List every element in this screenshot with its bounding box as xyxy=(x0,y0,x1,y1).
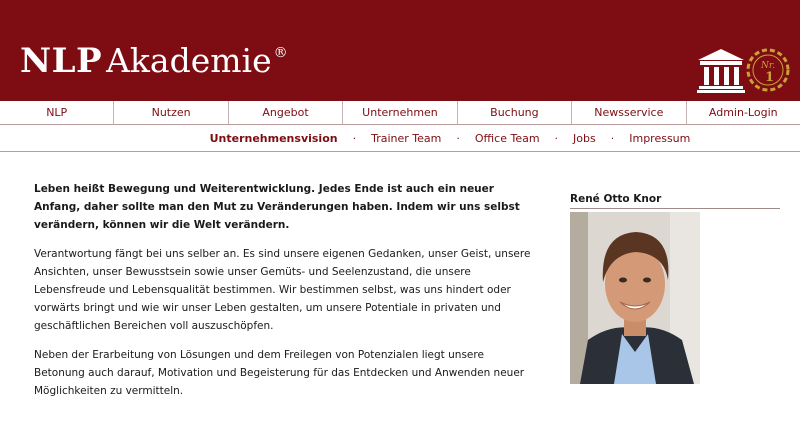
nav-item-nutzen[interactable]: Nutzen xyxy=(114,101,228,124)
subnav-item-office-team[interactable]: Office Team xyxy=(474,132,540,145)
svg-text:Nr.: Nr. xyxy=(761,61,776,71)
subnav-separator: · xyxy=(610,132,615,145)
subnav-separator: · xyxy=(554,132,559,145)
nav-item-admin-login[interactable]: Admin-Login xyxy=(708,106,778,119)
nav-item-angebot[interactable]: Angebot xyxy=(229,101,343,124)
nav-item-buchung[interactable]: Buchung xyxy=(458,101,572,124)
svg-text:1: 1 xyxy=(765,70,775,85)
body-paragraph: Verantwortung fängt bei uns selber an. Es sind unsere eigenen Gedanken, unser Geist, unsere Ansichten, unser Bewusstsein sowie unser Gemüts- und Seelenzustand, die unsere Lebensfreude und Lebensqualität bestimmen. Wir bestimmen selbst, was uns hindert oder vorwärts bringt und wie wir unser Leben gestalten, um unsere Potentiale in privaten und geschäftlichen Bereichen voll auszuschöpfen. xyxy=(34,248,531,332)
temple-laurel-emblem-icon xyxy=(694,46,790,94)
subnav-item-unternehmensvision[interactable]: Unternehmensvision xyxy=(209,132,338,145)
sub-navigation xyxy=(0,126,800,152)
subnav-separator: · xyxy=(352,132,357,145)
nav-item-newsservice[interactable]: Newsservice xyxy=(572,101,686,124)
main-content xyxy=(34,180,534,411)
profile-photo xyxy=(570,212,700,384)
logo-akademie-text: Akademie xyxy=(106,41,272,80)
profile-name: René Otto Knor xyxy=(570,193,780,209)
logo-nlp-text: NLP xyxy=(20,41,103,81)
site-logo[interactable] xyxy=(20,41,288,81)
registered-mark: ® xyxy=(273,45,288,61)
intro-paragraph: Leben heißt Bewegung und Weiterentwicklung. Jedes Ende ist auch ein neuer Anfang, daher sollte man den Mut zu Veränderungen haben. Indem wir uns selbst verändern, können wir die Welt verändern. xyxy=(34,183,520,231)
main-navigation xyxy=(0,101,800,125)
subnav-separator: · xyxy=(456,132,460,145)
site-header xyxy=(0,0,800,101)
subnav-item-trainer-team[interactable]: Trainer Team xyxy=(371,132,442,145)
nav-item-unternehmen[interactable]: Unternehmen xyxy=(343,101,457,124)
body-paragraph: Neben der Erarbeitung von Lösungen und dem Freilegen von Potenzialen liegt unsere Betonung auch darauf, Motivation und Begeisterung für das Entdecken und Anwenden neuer Möglichkeiten zu vermitteln. xyxy=(34,349,525,397)
nav-item-nlp[interactable]: NLP xyxy=(0,101,114,124)
subnav-item-impressum[interactable]: Impressum xyxy=(629,132,691,145)
person-portrait-icon xyxy=(570,212,700,384)
subnav-item-jobs[interactable]: Jobs xyxy=(573,132,596,145)
